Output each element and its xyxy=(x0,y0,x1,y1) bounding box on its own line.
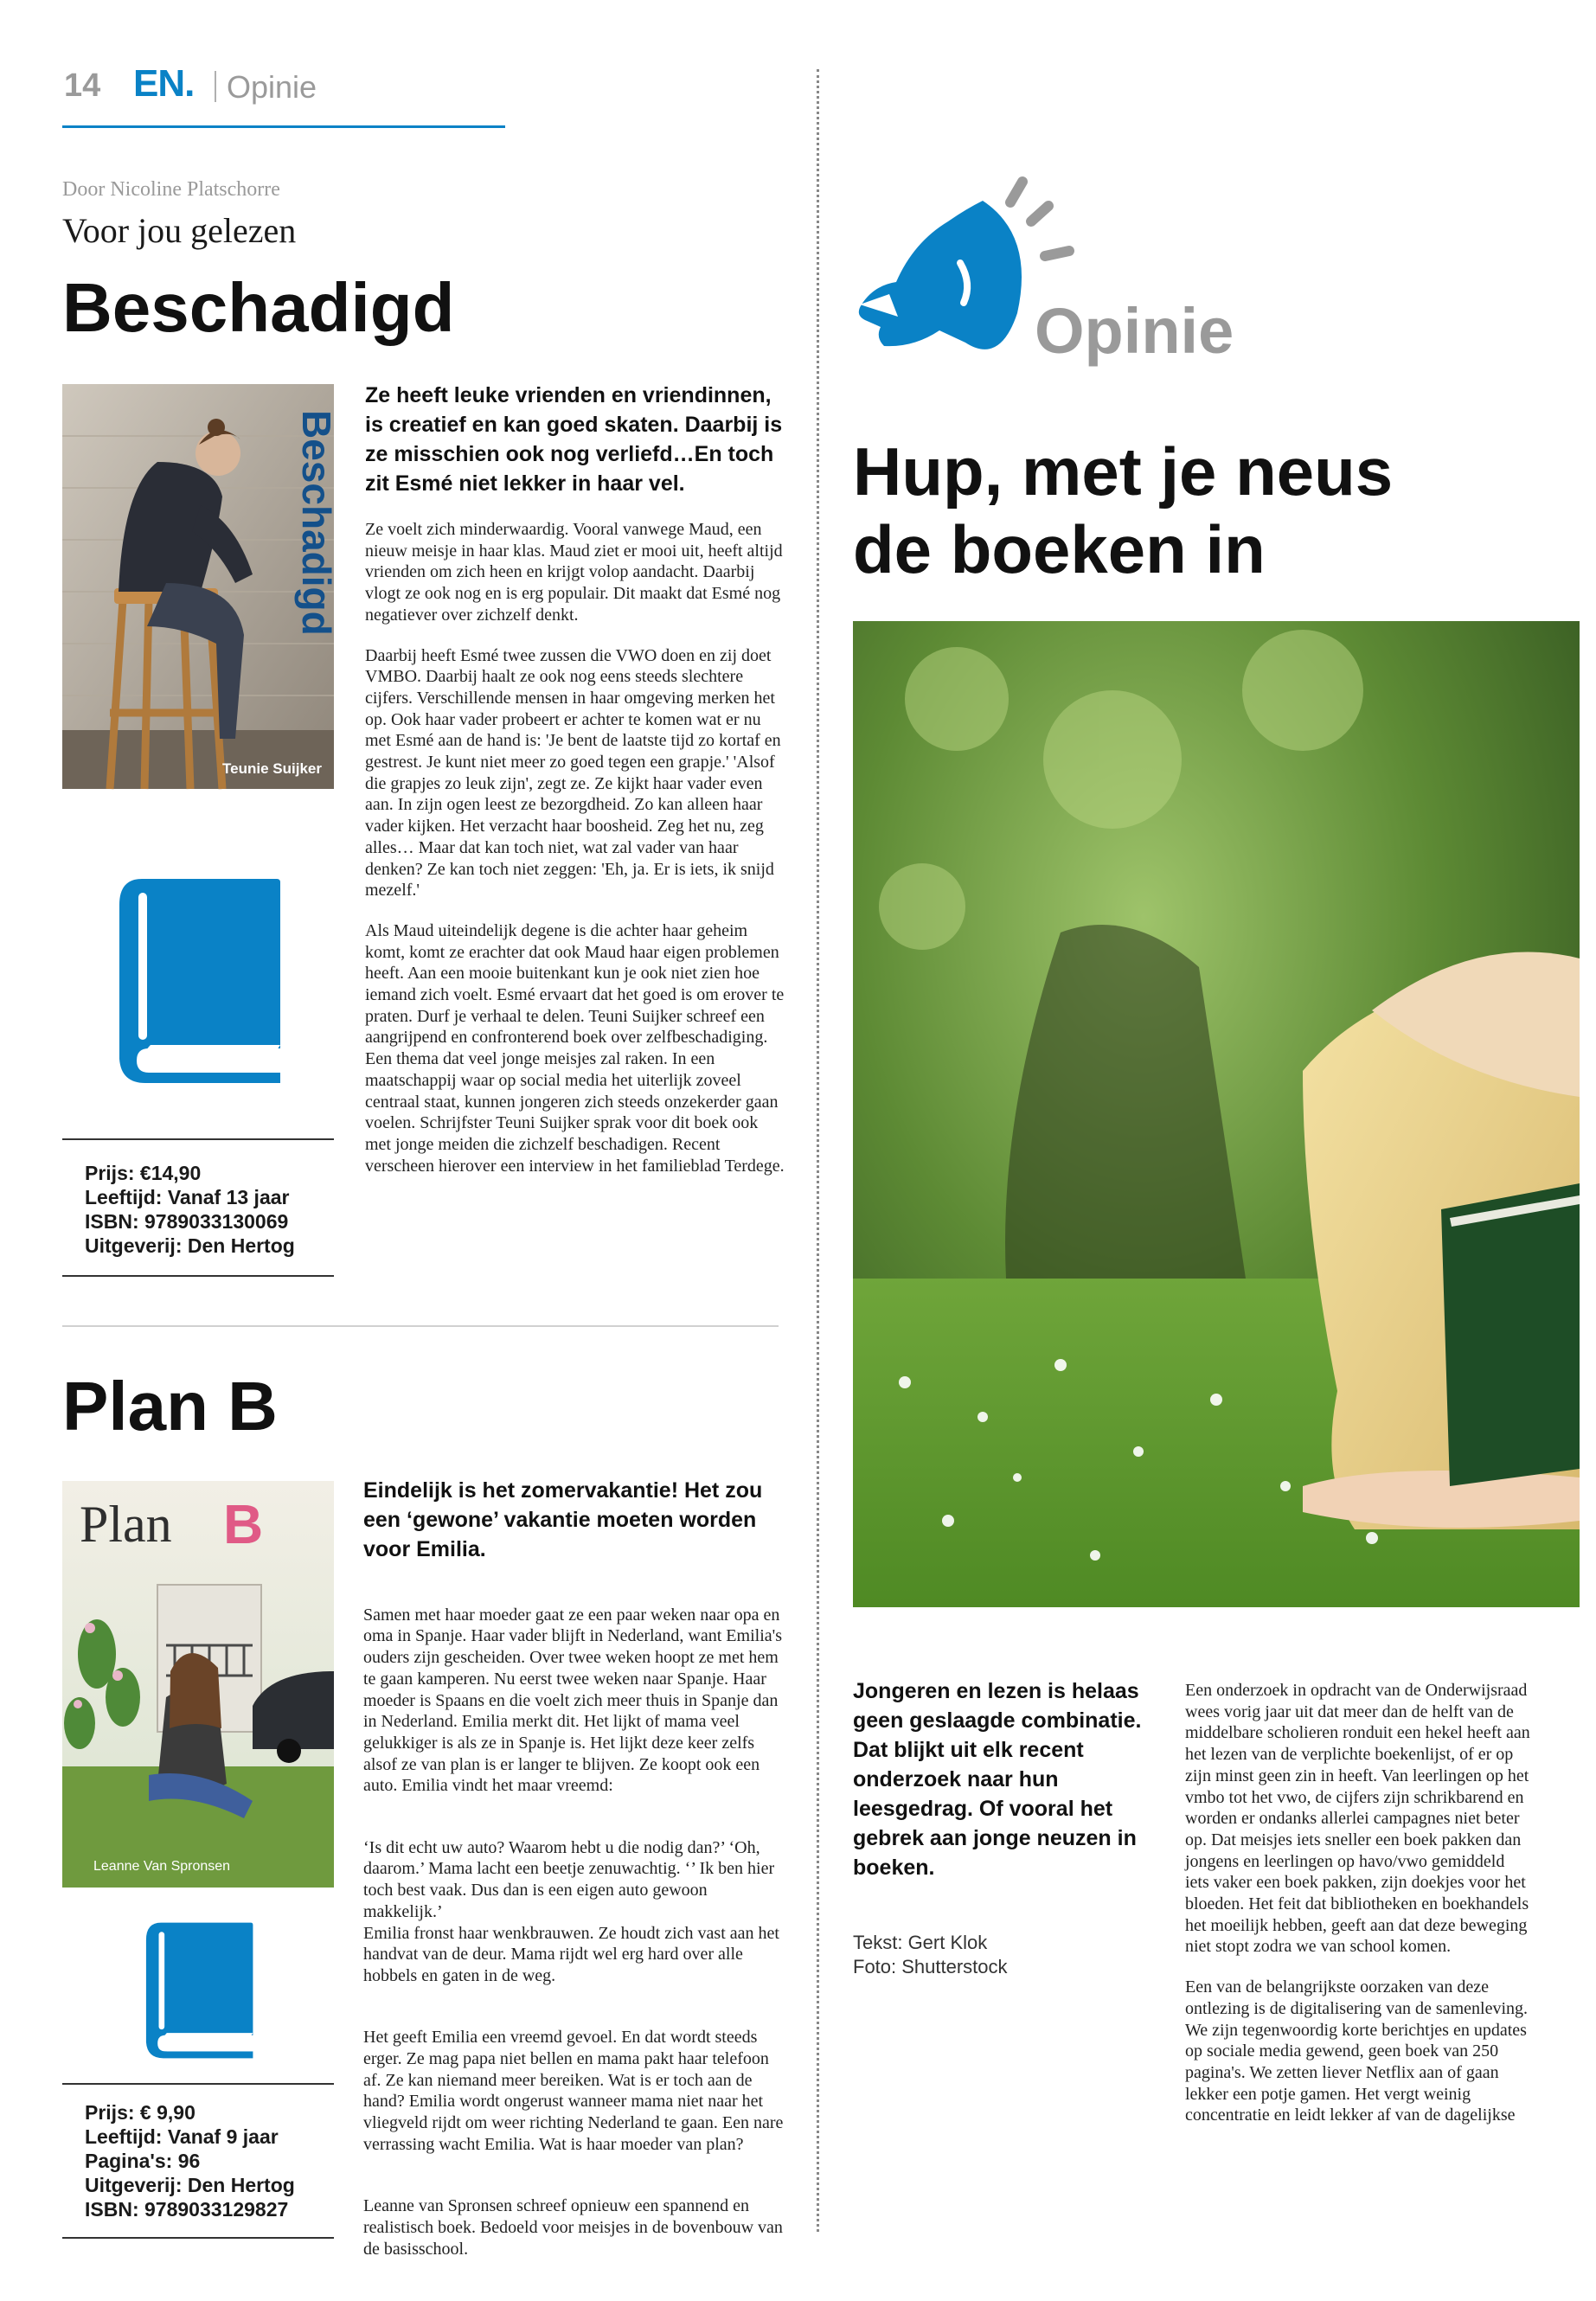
paragraph: ‘Is dit echt uw auto? Waarom hebt u die nodig dan?’ ‘Oh, daarom.’ Mama lacht een beetje zenuwachtig. ‘’ Ik ben hier toch best vaak. Dus dan is een eigen auto gewoon makkelijk.’ Emilia fronst haar wenkbrauwen. Ze houdt zich vast aan het handvat van de deur. Mama rijdt wel erg hard over alle hobbels en gaten in de weg. xyxy=(363,1837,779,1985)
book-cover-plan-b xyxy=(62,1481,334,1888)
paragraph: Ze voelt zich minderwaardig. Vooral vanwege Maud, een nieuw meisje in haar klas. Maud ziet er mooi uit, heeft altijd vrienden om zich heen en krijgt volop aandacht. Daarbij vlogt ze ook nog en is erg populair. Dit maakt dat Esmé nog negatiever over zichzelf denkt. xyxy=(365,520,783,625)
info-age: Leeftijd: Vanaf 13 jaar xyxy=(85,1186,290,1208)
info-age: Leeftijd: Vanaf 9 jaar xyxy=(85,2125,279,2148)
review-lead-plan-b: Eindelijk is het zomervakantie! Het zou een ‘gewone’ vakantie moeten worden voor Emilia. xyxy=(363,1478,763,1561)
article-intro: Jongeren en lezen is helaas geen geslaagde combinatie. Dat blijkt uit elk recent onderzoek naar hun leesgedrag. Of vooral het gebrek aan jonge neuzen in boeken. xyxy=(853,1679,1142,1880)
book-icon xyxy=(144,1920,254,2065)
paragraph: Als Maud uiteindelijk degene is die achter haar geheim komt, komt ze erachter dat ook Maud haar eigen problemen heeft. Aan een mooie buitenkant kun je ook niet zien hoe iemand zich voelt. Esmé ervaart dat het goed is om erover te praten. Durf je verhaal te delen. Teuni Suijker schreef een aangrijpend en confronterend boek over zelfbeschadiging. Een thema dat veel jonge meisjes zal raken. In een maatschappij waar op social media het uiterlijk zoveel centraal staat, kunnen jongeren zich steeds onzekerder gaan voelen. Schrijfster Teuni Suijker sprak voor dit boek ook met jonge meiden die zichzelf beschadigen. Recent verscheen hierover een interview in het familieblad Terdege. xyxy=(365,920,785,1176)
header-rule xyxy=(62,125,505,128)
byline: Door Nicoline Platschorre xyxy=(62,178,280,201)
book-info-beschadigd xyxy=(62,1138,334,1277)
cover-title-plan-b-letter: B xyxy=(223,1493,264,1555)
cover-illustration-plan-b xyxy=(62,1481,334,1888)
info-publisher: Uitgeverij: Den Hertog xyxy=(85,1234,295,1257)
cover-author-beschadigd: Teunie Suijker xyxy=(222,760,322,777)
cover-title-plan-b: Plan xyxy=(80,1496,172,1553)
article-credits xyxy=(853,1931,1008,1979)
review-title-plan-b: Plan B xyxy=(62,1368,278,1445)
info-isbn: ISBN: 9789033129827 xyxy=(85,2198,289,2221)
cover-title-beschadigd: Beschadigd xyxy=(294,410,339,636)
book-info-plan-b xyxy=(62,2083,334,2239)
page-number: 14 xyxy=(64,67,101,104)
paragraph: Een van de belangrijkste oorzaken van deze ontlezing is de digitalisering van de samenleving. We zijn tegenwoordig korte berichtjes en updates op sociale media gewend, geen boek van 250 pagina's. We zetten liever Netflix aan of gaan lekker een potje gamen. Het vergt weinig concentratie en leidt lekker af van de dagelijkse xyxy=(1185,1977,1529,2125)
info-isbn: ISBN: 9789033130069 xyxy=(85,1210,289,1233)
credit-text: Tekst: Gert Klok xyxy=(853,1932,988,1953)
headline-line-1: Hup, met je neus xyxy=(853,433,1394,510)
paragraph: Daarbij heeft Esmé twee zussen die VWO doen en zij doet VMBO. Daarbij haalt ze ook nog eens steeds slechtere cijfers. Verschillende mensen in haar omgeving merken het op. Ook haar vader probeert er achter te komen wat er nu met Esmé aan de hand is: 'Je bent de laatste tijd zo kortaf en gestrest. Je kunt niet meer zo goed tegen een grapje.' 'Alsof die grapjes zo leuk zijn', zegt ze. Ze kijkt haar vader even aan. In zijn ogen leest ze bezorgdheid. Zo kan alleen haar vader kijken. Het verzacht haar boosheid. Zeg het nu, zeg alles… Maar dat kan toch niet, wat zal vader van haar denken? Ze kan toch niet zeggen: 'Eh, ja. Er is iets, ik snijd mezelf.' xyxy=(365,645,781,901)
paragraph: Leanne van Spronsen schreef opnieuw een spannend en realistisch boek. Bedoeld voor meisjes in de bovenbouw van de basisschool. xyxy=(363,2196,783,2259)
info-pages: Pagina's: 96 xyxy=(85,2150,201,2172)
header-separator xyxy=(215,71,216,102)
info-price: Prijs: €14,90 xyxy=(85,1162,202,1184)
section-label: Opinie xyxy=(227,69,317,105)
review-title-beschadigd: Beschadigd xyxy=(62,269,455,346)
review-body-plan-b xyxy=(363,1583,787,2300)
book-cover-beschadigd xyxy=(62,384,339,789)
paragraph: Samen met haar moeder gaat ze een paar weken naar opa en oma in Spanje. Haar vader blijft in Nederland, want Emilia's ouders zijn gescheiden. Over twee weken hoopt ze met hem te gaan kamperen. Nu eerst twee weken naar Spanje. Haar moeder is Spaans en die voelt zich meer thuis in Spanje dan in Nederland. Emilia merkt dit. Het lijkt of mama veel gelukkiger is als ze in Spanje is. Het lijkt deze keer zelfs alsof ze van plan is er langer te blijven. Ze koopt ook een auto. Emilia vindt het maar vreemd: xyxy=(363,1605,783,1796)
section-logo-text: Opinie xyxy=(1035,295,1234,367)
review-separator xyxy=(62,1325,779,1327)
hero-photo xyxy=(853,621,1580,1607)
credit-photo: Foto: Shutterstock xyxy=(853,1956,1008,1977)
paragraph: Het geeft Emilia een vreemd gevoel. En dat wordt steeds erger. Ze mag papa niet bellen en mama pakt haar telefoon af. Ze kan niemand meer bereiken. Wat is er toch aan de hand? Emilia wordt ongerust wanneer mama niet naar het vliegveld rijdt om weer richting Nederland te gaan. Een nare verrassing wacht Emilia. Wat is haar moeder van plan? xyxy=(363,2028,784,2154)
info-publisher: Uitgeverij: Den Hertog xyxy=(85,2174,295,2196)
article-body xyxy=(1185,1680,1531,2145)
cover-illustration-beschadigd xyxy=(62,384,339,789)
cover-author-plan-b: Leanne Van Spronsen xyxy=(93,1859,231,1874)
kicker: Voor jou gelezen xyxy=(62,211,297,250)
review-lead-beschadigd: Ze heeft leuke vrienden en vriendinnen, is creatief en kan goed skaten. Daarbij is ze misschien ook nog verliefd…En toch zit Esmé niet lekker in haar vel. xyxy=(365,383,783,496)
article-headline xyxy=(853,433,1545,588)
column-divider xyxy=(817,69,819,2232)
book-icon xyxy=(116,875,282,1091)
brand-logo: EN. xyxy=(133,62,195,105)
info-price: Prijs: € 9,90 xyxy=(85,2101,195,2124)
review-body-beschadigd xyxy=(365,519,785,1195)
paragraph: Een onderzoek in opdracht van de Onderwijsraad wees vorig jaar uit dat meer dan de helft van de middelbare scholieren ronduit een hekel heeft aan het lezen van de verplichte boekenlijst, of er op zijn minst geen zin in heeft. Van leerlingen op het vmbo tot het vwo, de cijfers zijn schrikbarend en worden er ondanks allerlei campagnes niet beter op. Dat meisjes iets sneller een boek pakken dan jongens en leerlingen op havo/vwo gemiddeld iets vaker een boek pakken, zijn doekjes voor het bloeden. Het feit dat bibliotheken en boekhandels het moeilijk hebben, geeft aan dat deze beweging niet stopt zodra we van school komen. xyxy=(1185,1681,1530,1957)
headline-line-2: de boeken in xyxy=(853,511,1266,587)
